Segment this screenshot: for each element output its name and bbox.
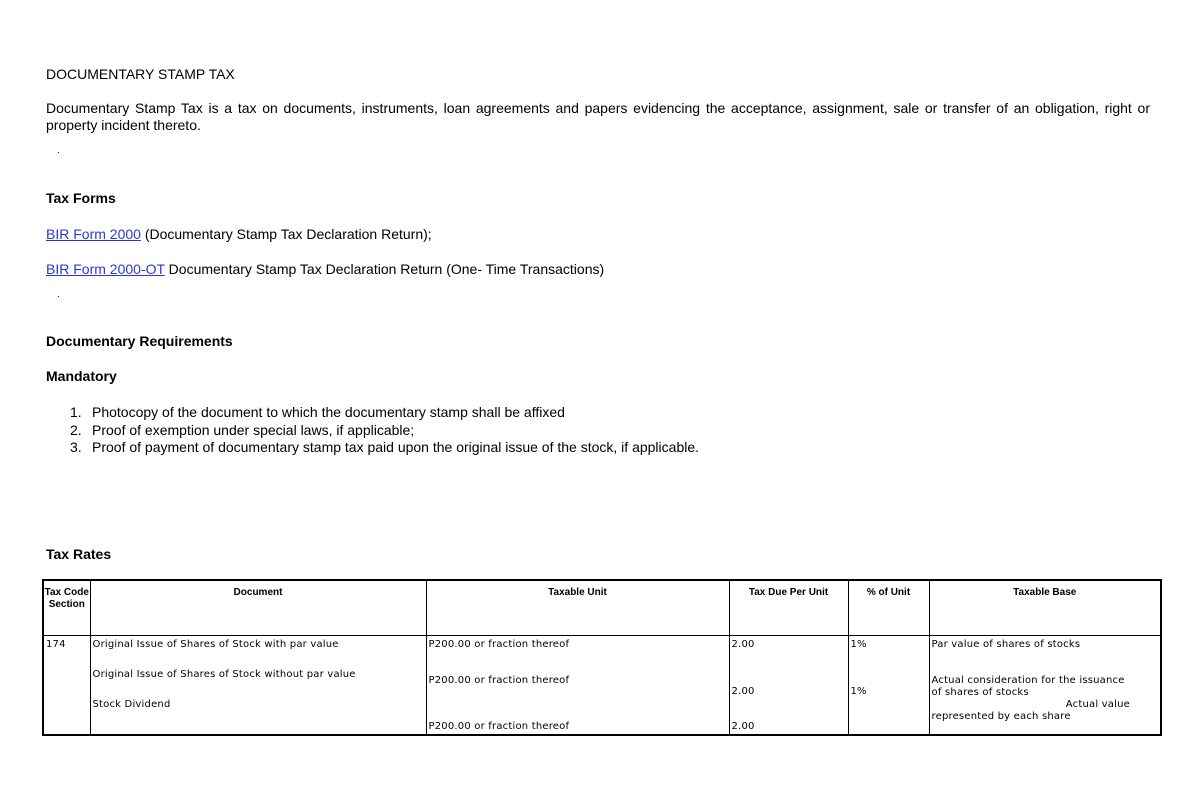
tax-due-item: 2.00 xyxy=(731,639,755,650)
separator-dot: . xyxy=(57,145,60,156)
bir-form-2000-link[interactable]: BIR Form 2000 xyxy=(46,226,141,242)
cell-document xyxy=(90,636,426,736)
col-header-tax-code-section: Tax Code Section xyxy=(43,580,90,636)
table-row xyxy=(43,636,1161,736)
list-item xyxy=(46,422,1146,440)
documentary-requirements-heading: Documentary Requirements xyxy=(46,333,233,349)
list-text: Proof of exemption under special laws, if applicable; xyxy=(92,421,415,438)
document-item: Stock Dividend xyxy=(92,699,171,710)
base-item: Actual value xyxy=(1065,699,1130,710)
col-header-percent-of-unit: % of Unit xyxy=(848,580,929,636)
col-header-taxable-base: Taxable Base xyxy=(929,580,1161,636)
page-title: DOCUMENTARY STAMP TAX xyxy=(46,66,235,82)
separator-dot: . xyxy=(57,289,60,300)
document-item: Original Issue of Shares of Stock without par value xyxy=(92,669,356,680)
cell-section xyxy=(43,636,90,736)
unit-item: P200.00 or fraction thereof xyxy=(428,721,570,732)
form-line-2000-ot xyxy=(46,261,604,278)
mandatory-subheading: Mandatory xyxy=(46,368,117,384)
unit-item: P200.00 or fraction thereof xyxy=(428,675,570,686)
col-header-tax-due-per-unit: Tax Due Per Unit xyxy=(729,580,848,636)
percent-item: 1% xyxy=(850,686,867,697)
list-text: Proof of payment of documentary stamp tax paid upon the original issue of the stock, if applicable. xyxy=(92,439,700,455)
form-description: Documentary Stamp Tax Declaration Return (One- Time Transactions) xyxy=(164,261,605,277)
bir-form-2000-ot-link[interactable]: BIR Form 2000-OT xyxy=(46,261,165,277)
tax-due-item: 2.00 xyxy=(731,721,755,732)
document-item: Original Issue of Shares of Stock with par value xyxy=(92,639,339,650)
cell-percent xyxy=(848,636,929,736)
cell-tax-due xyxy=(729,636,848,736)
section-number: 174 xyxy=(46,639,66,650)
list-text: Photocopy of the document to which the documentary stamp shall be affixed xyxy=(92,404,565,420)
list-number: 3. xyxy=(70,439,82,455)
tax-forms-heading: Tax Forms xyxy=(46,190,116,206)
cell-taxable-base xyxy=(929,636,1161,736)
intro-paragraph: Documentary Stamp Tax is a tax on documents, instruments, loan agreements and papers evidencing the acceptance, assignment, sale or transfer of an obligation, right or property incident thereto. xyxy=(46,100,1150,133)
col-header-document: Document xyxy=(90,580,426,636)
list-number: 2. xyxy=(70,421,82,438)
list-item xyxy=(46,439,1146,457)
base-item: Actual consideration for the issuance of shares of stocks xyxy=(931,675,1125,698)
list-item xyxy=(46,404,1146,422)
base-item: represented by each share xyxy=(931,711,1071,722)
requirements-list xyxy=(46,404,1146,457)
tax-rates-table xyxy=(42,579,1162,736)
cell-taxable-unit xyxy=(426,636,729,736)
percent-item: 1% xyxy=(850,639,867,650)
tax-due-item: 2.00 xyxy=(731,686,755,697)
table-header-row xyxy=(43,580,1161,636)
col-header-taxable-unit: Taxable Unit xyxy=(426,580,729,636)
tax-rates-heading: Tax Rates xyxy=(46,546,112,562)
list-number: 1. xyxy=(70,404,82,420)
form-line-2000 xyxy=(46,226,432,243)
unit-item: P200.00 or fraction thereof xyxy=(428,639,570,650)
form-description: (Documentary Stamp Tax Declaration Return); xyxy=(140,226,432,242)
base-item: Par value of shares of stocks xyxy=(931,639,1081,650)
